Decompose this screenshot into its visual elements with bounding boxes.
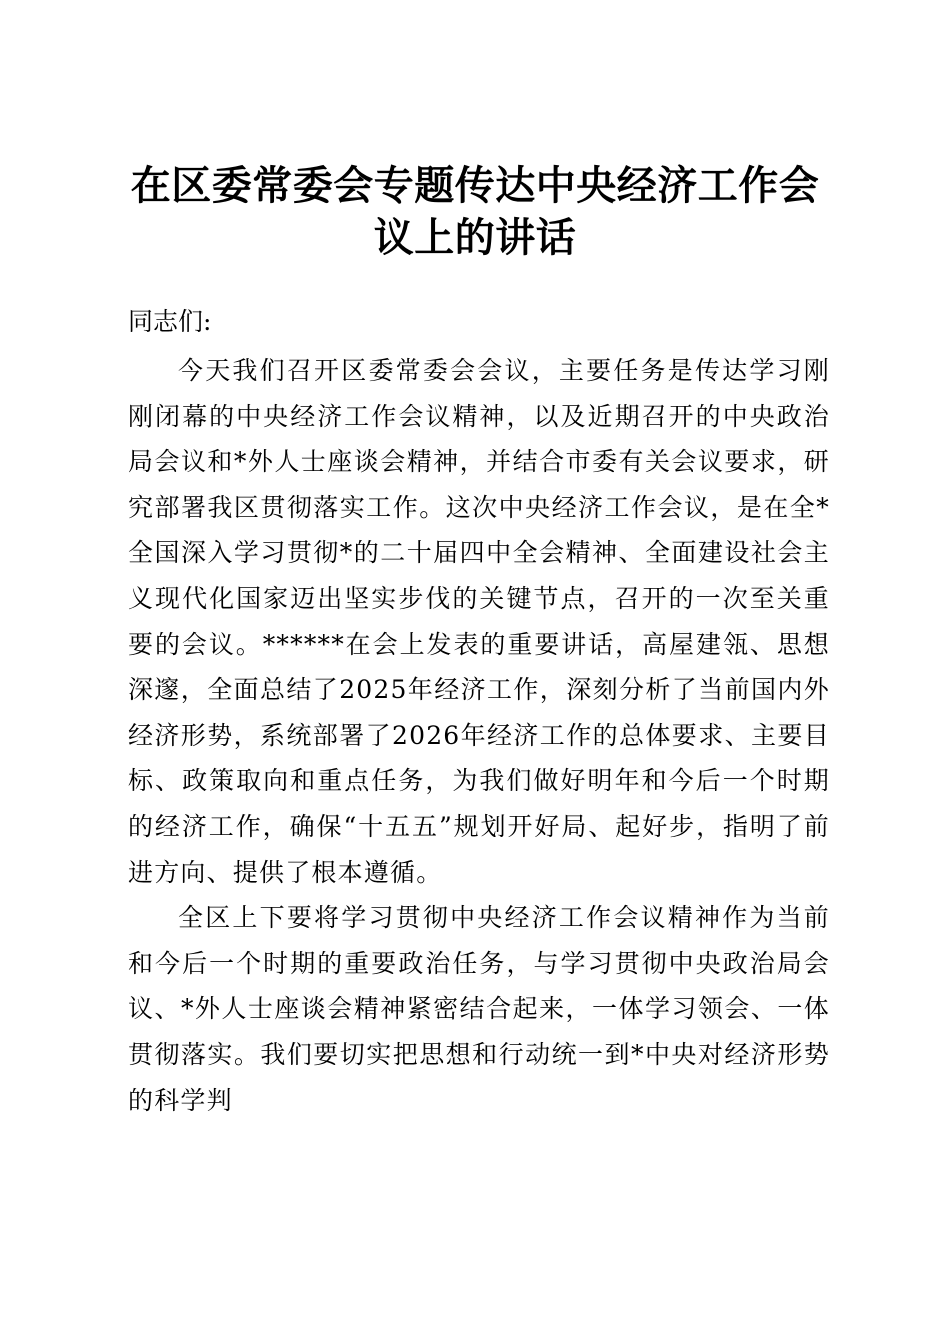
- salutation: 同志们:: [128, 307, 212, 336]
- paragraph-1: 今天我们召开区委常委会会议，主要任务是传达学习刚刚闭幕的中央经济工作会议精神，以及近期召开的中央政治局会议和*外人士座谈会精神，并结合市委有关会议要求，研究部署我区贯彻落实工作。这次中央经济工作会议，是在全*全国深入学习贯彻*的二十届四中全会精神、全面建设社会主义现代化国家迈出坚实步伐的关键节点，召开的一次至关重要的会议。******在会上发表的重要讲话，高屋建瓴、思想深邃，全面总结了2025年经济工作，深刻分析了当前国内外经济形势，系统部署了2026年经济工作的总体要求、主要目标、政策取向和重点任务，为我们做好明年和今后一个时期的经济工作，确保“十五五”规划开好局、起好步，指明了前进方向、提供了根本遵循。: [128, 356, 830, 887]
- document-body: [128, 348, 830, 1123]
- document-title: 在区委常委会专题传达中央经济工作会议上的讲话: [130, 162, 820, 261]
- paragraph-2: 全区上下要将学习贯彻中央经济工作会议精神作为当前和今后一个时期的重要政治任务，与学习贯彻中央政治局会议、*外人士座谈会精神紧密结合起来，一体学习领会、一体贯彻落实。我们要切实把思想和行动统一到*中央对经济形势的科学判: [128, 903, 830, 1115]
